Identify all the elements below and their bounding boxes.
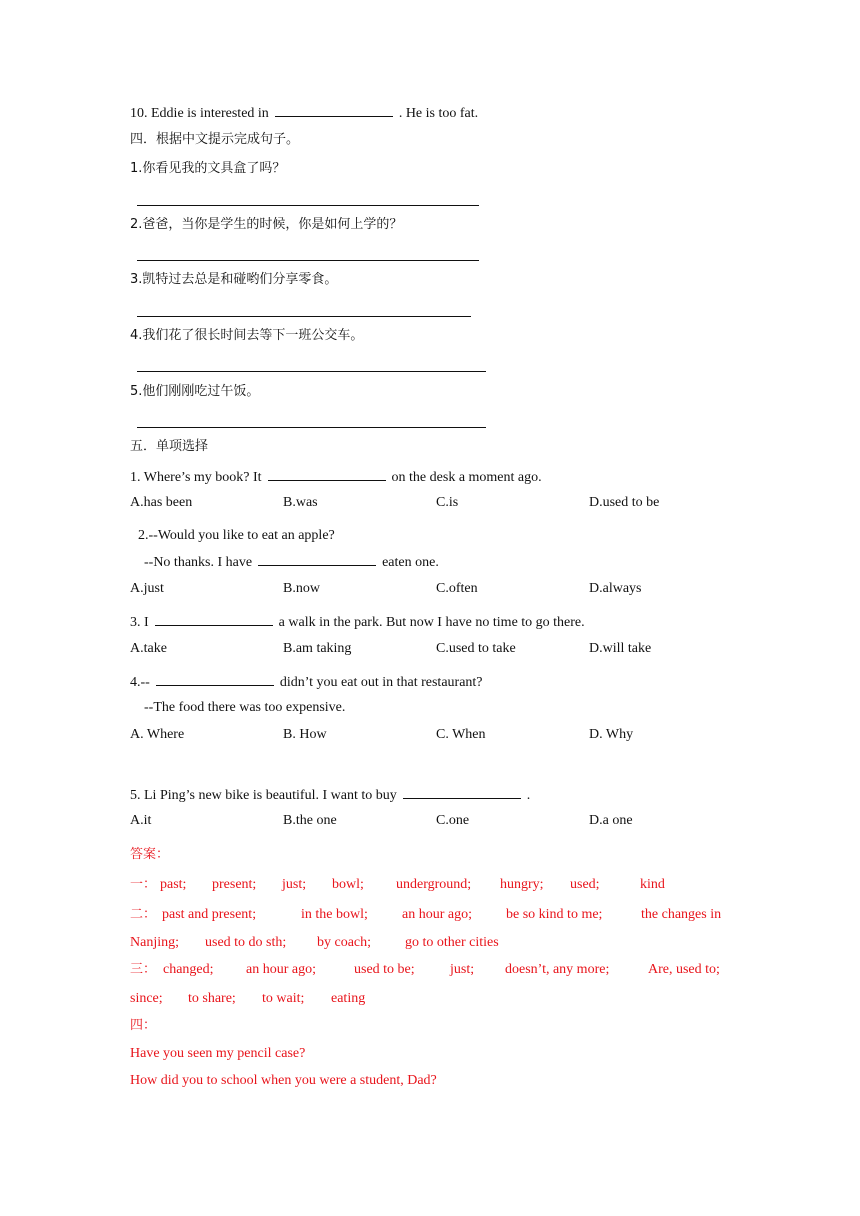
answers-part-1-label: 一： (130, 877, 157, 892)
answer-word: hungry; (500, 877, 544, 892)
answer-word: past; (160, 877, 187, 892)
question-text: 10. Eddie is interested in (130, 106, 269, 121)
answer-word: bowl; (332, 877, 364, 892)
question-text: on the desk a moment ago. (391, 470, 542, 485)
answer-line (137, 205, 479, 206)
mc-question-1 (130, 468, 542, 487)
answer-phrase: an hour ago; (246, 962, 316, 977)
option-d: D.used to be (589, 495, 660, 510)
answer-sentence: Have you seen my pencil case? (130, 1046, 306, 1061)
section-4-item-1: 1.你看见我的文具盒了吗？ (130, 161, 286, 176)
answer-phrase: to share; (188, 991, 236, 1006)
option-b: B.am taking (283, 641, 352, 656)
section-4-item-4: 4.我们花了很长时间去等下一班公交车。 (130, 328, 364, 343)
option-b: B.the one (283, 813, 337, 828)
option-c: C.is (436, 495, 459, 510)
section-4-item-5: 5.他们刚刚吃过午饭。 (130, 384, 260, 399)
option-c: C. When (436, 727, 486, 742)
question-text: --No thanks. I have (144, 555, 253, 570)
answer-phrase: the changes in (641, 907, 722, 922)
answer-blank (268, 468, 386, 481)
question-text: . (526, 788, 531, 803)
answer-word: used; (570, 877, 600, 892)
answer-phrase: past and present; (162, 907, 257, 922)
answer-line (137, 371, 486, 372)
answer-phrase: Are, used to; (648, 962, 720, 977)
answer-blank (275, 104, 393, 117)
answer-blank (155, 613, 273, 626)
answer-line (137, 427, 486, 428)
answer-phrase: since; (130, 991, 163, 1006)
question-text: a walk in the park. But now I have no time to go there. (278, 615, 585, 630)
option-a: A.it (130, 813, 152, 828)
question-text: eaten one. (382, 555, 439, 570)
answer-word: present; (212, 877, 257, 892)
answers-part-4-label: 四： (130, 1018, 157, 1033)
option-a: A.take (130, 641, 167, 656)
option-d: D.will take (589, 641, 652, 656)
option-b: B.now (283, 581, 320, 596)
answers-part-3-label: 三： (130, 962, 157, 977)
answer-phrase: in the bowl; (301, 907, 368, 922)
answer-phrase: go to other cities (405, 935, 499, 950)
question-text: 4.-- (130, 675, 150, 690)
mc-question-3 (130, 613, 585, 632)
section-4-item-3: 3.凯特过去总是和碰哟们分享零食。 (130, 272, 338, 287)
option-d: D.a one (589, 813, 633, 828)
option-c: C.used to take (436, 641, 516, 656)
answers-part-2-label: 二： (130, 907, 157, 922)
answer-phrase: used to do sth; (205, 935, 287, 950)
question-text: 5. Li Ping’s new bike is beautiful. I want to buy (130, 788, 397, 803)
answer-blank (403, 786, 521, 799)
answer-phrase: doesn’t, any more; (505, 962, 610, 977)
answer-phrase: be so kind to me; (506, 907, 603, 922)
option-a: A. Where (130, 727, 185, 742)
mc-question-2: 2.--Would you like to eat an apple? (138, 528, 335, 543)
answer-blank (258, 553, 376, 566)
mc-question-5 (130, 786, 530, 805)
mc-question-4-reply: --The food there was too expensive. (144, 700, 346, 715)
answer-sentence: How did you to school when you were a student, Dad? (130, 1073, 437, 1088)
answer-word: just; (282, 877, 307, 892)
option-c: C.often (436, 581, 478, 596)
option-b: B.was (283, 495, 318, 510)
section-4-item-2: 2.爸爸，当你是学生的时候，你是如何上学的？ (130, 217, 403, 232)
question-text: 3. I (130, 615, 149, 630)
section-4-heading: 四．根据中文提示完成句子。 (130, 132, 300, 147)
question-text: . He is too fat. (398, 106, 479, 121)
option-d: D. Why (589, 727, 634, 742)
answer-line (137, 260, 479, 261)
answer-phrase: eating (331, 991, 366, 1006)
answer-word: kind (640, 877, 665, 892)
question-text: didn’t you eat out in that restaurant? (279, 675, 483, 690)
answer-phrase: by coach; (317, 935, 372, 950)
answer-line (137, 316, 471, 317)
answer-phrase: to wait; (262, 991, 305, 1006)
mc-question-4 (130, 673, 483, 692)
question-text: 1. Where’s my book? It (130, 470, 262, 485)
option-c: C.one (436, 813, 470, 828)
mc-question-2-reply (144, 553, 439, 572)
answer-blank (156, 673, 274, 686)
option-b: B. How (283, 727, 327, 742)
option-a: A.has been (130, 495, 193, 510)
answer-phrase: changed; (163, 962, 214, 977)
question-10 (130, 104, 478, 123)
option-d: D.always (589, 581, 642, 596)
answer-phrase: just; (450, 962, 475, 977)
answer-phrase: used to be; (354, 962, 415, 977)
answer-word: underground; (396, 877, 472, 892)
answers-heading: 答案： (130, 847, 170, 862)
section-5-heading: 五．单项选择 (130, 439, 209, 454)
answer-phrase: Nanjing; (130, 935, 179, 950)
option-a: A.just (130, 581, 164, 596)
answer-phrase: an hour ago; (402, 907, 472, 922)
